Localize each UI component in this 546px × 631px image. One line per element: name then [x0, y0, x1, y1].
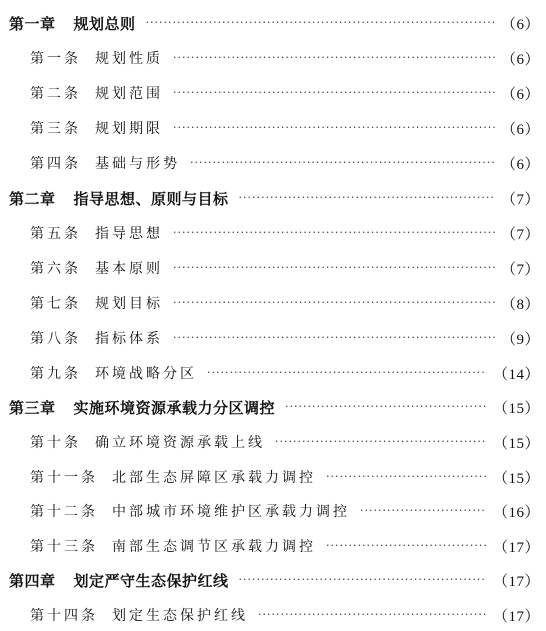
chapter-label: 划定严守生态保护红线 [73, 571, 229, 590]
article-number: 第五条 [30, 226, 81, 242]
article-number: 第三条 [30, 121, 81, 137]
dot-leader [190, 156, 495, 170]
toc-entry-title [9, 13, 136, 34]
toc-entry-title [30, 467, 316, 487]
toc-article-1[interactable] [0, 45, 546, 71]
article-number: 第六条 [30, 261, 81, 277]
article-label: 指导思想 [95, 226, 163, 242]
dot-leader [146, 16, 495, 30]
toc-article-6[interactable] [0, 255, 546, 281]
page-number: （6） [500, 16, 540, 33]
toc-chapter-4[interactable] [0, 567, 546, 593]
toc-article-10[interactable] [0, 429, 546, 455]
chapter-number: 第一章 [9, 14, 56, 33]
article-number: 第八条 [30, 331, 81, 347]
toc-entry-title [30, 258, 163, 278]
article-label: 规划范围 [95, 86, 163, 102]
article-label: 规划期限 [95, 121, 163, 137]
article-number: 第二条 [30, 86, 81, 102]
page-number: （15） [492, 400, 540, 417]
dot-leader [207, 366, 487, 380]
article-number: 第十四条 [30, 608, 98, 624]
article-label: 南部生态调节区承载力调控 [112, 539, 316, 555]
toc-entry-title [30, 223, 163, 243]
toc-entry-title [30, 501, 350, 521]
page-number: （17） [492, 539, 540, 556]
dot-leader [173, 121, 495, 135]
page-number: （6） [500, 121, 540, 138]
article-label: 指标体系 [95, 331, 163, 347]
dot-leader [239, 573, 487, 587]
chapter-number: 第三章 [9, 398, 56, 417]
article-number: 第十条 [30, 435, 81, 451]
article-label: 确立环境资源承载上线 [95, 435, 265, 451]
page-number: （14） [492, 366, 540, 383]
article-label: 基本原则 [95, 261, 163, 277]
toc-entry-title [9, 570, 229, 591]
toc-article-9[interactable] [0, 360, 546, 386]
chapter-number: 第四章 [9, 571, 56, 590]
dot-leader [275, 435, 487, 449]
dot-leader [173, 51, 495, 65]
article-label: 环境战略分区 [95, 366, 197, 382]
toc-article-4[interactable] [0, 150, 546, 176]
toc-article-13[interactable] [0, 533, 546, 559]
toc-article-5[interactable] [0, 220, 546, 246]
dot-leader [239, 191, 495, 205]
dot-leader [173, 331, 495, 345]
toc-entry-title [30, 605, 248, 625]
page-number: （15） [492, 470, 540, 487]
page-number: （15） [492, 435, 540, 452]
chapter-label: 规划总则 [73, 14, 136, 33]
dot-leader [173, 296, 495, 310]
dot-leader [173, 261, 495, 275]
page-number: （6） [500, 86, 540, 103]
page-number: （8） [500, 296, 540, 313]
toc-entry-title [30, 363, 197, 383]
toc-article-8[interactable] [0, 325, 546, 351]
article-number: 第十三条 [30, 539, 98, 555]
page-number: （17） [492, 573, 540, 590]
page-number: （7） [500, 226, 540, 243]
toc-chapter-3[interactable] [0, 394, 546, 420]
page-number: （7） [500, 191, 540, 208]
page-number: （17） [492, 608, 540, 625]
dot-leader [326, 470, 487, 484]
toc-article-3[interactable] [0, 115, 546, 141]
toc-entry-title [30, 153, 180, 173]
article-label: 基础与形势 [95, 156, 180, 172]
toc-article-12[interactable] [0, 498, 546, 524]
article-number: 第四条 [30, 156, 81, 172]
chapter-label: 实施环境资源承载力分区调控 [73, 398, 276, 417]
article-label: 划定生态保护红线 [112, 608, 248, 624]
toc-chapter-2[interactable] [0, 185, 546, 211]
toc-entry-title [30, 328, 163, 348]
page-number: （6） [500, 51, 540, 68]
article-label: 规划目标 [95, 296, 163, 312]
toc-entry-title [30, 83, 163, 103]
article-number: 第九条 [30, 366, 81, 382]
toc-entry-title [30, 48, 163, 68]
toc-entry-title [30, 118, 163, 138]
page-number: （6） [500, 156, 540, 173]
toc-entry-title [9, 188, 229, 209]
article-number: 第七条 [30, 296, 81, 312]
toc-entry-title [30, 432, 265, 452]
article-label: 北部生态屏障区承载力调控 [112, 470, 316, 486]
toc-article-11[interactable] [0, 464, 546, 490]
toc-entry-title [30, 293, 163, 313]
article-label: 规划性质 [95, 51, 163, 67]
dot-leader [326, 539, 487, 553]
toc-entry-title [30, 536, 316, 556]
toc-chapter-1[interactable] [0, 10, 546, 36]
chapter-number: 第二章 [9, 189, 56, 208]
dot-leader [173, 86, 495, 100]
article-label: 中部城市环境维护区承载力调控 [112, 504, 350, 520]
page-number: （7） [500, 261, 540, 278]
article-number: 第十二条 [30, 504, 98, 520]
dot-leader [258, 608, 487, 622]
dot-leader [173, 226, 495, 240]
article-number: 第一条 [30, 51, 81, 67]
toc-entry-title [9, 397, 275, 418]
dot-leader [360, 504, 487, 518]
article-number: 第十一条 [30, 470, 98, 486]
chapter-label: 指导思想、原则与目标 [73, 189, 229, 208]
page-number: （16） [492, 504, 540, 521]
toc-article-2[interactable] [0, 80, 546, 106]
dot-leader [285, 400, 487, 414]
toc-article-14[interactable] [0, 602, 546, 628]
page-number: （9） [500, 331, 540, 348]
toc-article-7[interactable] [0, 290, 546, 316]
